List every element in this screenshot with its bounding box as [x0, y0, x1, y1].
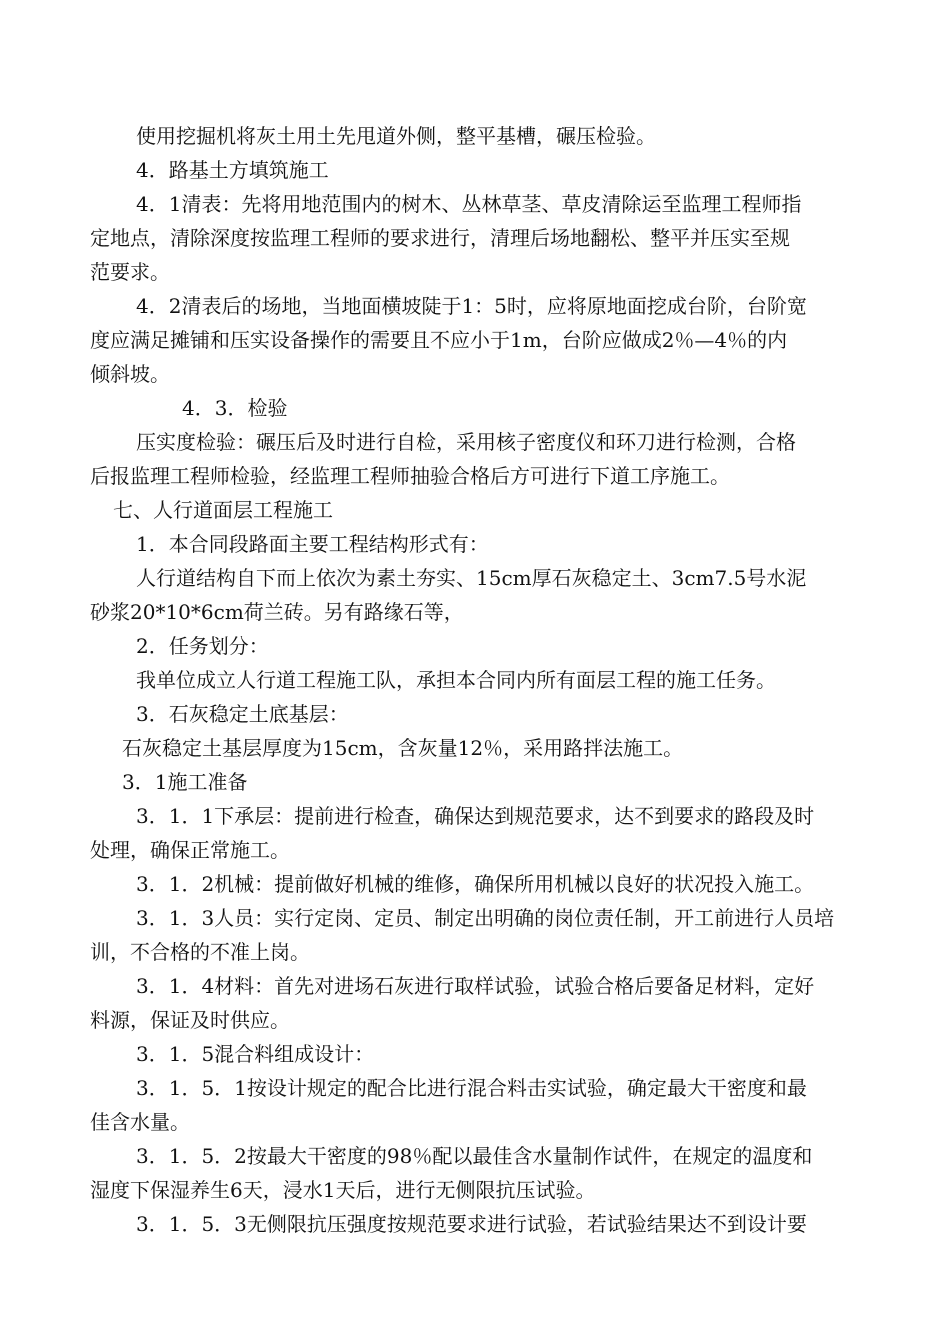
text-line: 度应满足摊铺和压实设备操作的需要且不应小于1m，台阶应做成2％—4％的内	[90, 328, 788, 352]
chapter-heading: 七、人行道面层工程施工	[113, 498, 333, 522]
text-line: 砂浆20*10*6cm荷兰砖。另有路缘石等，	[90, 600, 464, 624]
text-line: 范要求。	[90, 260, 170, 284]
text-line: 训，不合格的不准上岗。	[90, 940, 310, 964]
text-line: 定地点，清除深度按监理工程师的要求进行，清理后场地翻松、整平并压实至规	[90, 226, 790, 250]
text-line: 我单位成立人行道工程施工队，承担本合同内所有面层工程的施工任务。	[136, 668, 776, 692]
section-heading: 1．本合同段路面主要工程结构形式有：	[136, 532, 489, 556]
text-line: 3．1．2机械：提前做好机械的维修，确保所用机械以良好的状况投入施工。	[136, 872, 815, 896]
text-line: 佳含水量。	[90, 1110, 190, 1134]
text-line: 3．1．5．1按设计规定的配合比进行混合料击实试验，确定最大干密度和最	[136, 1076, 807, 1100]
section-heading: 3．1施工准备	[122, 770, 248, 794]
text-line: 4．1清表：先将用地范围内的树木、丛林草茎、草皮清除运至监理工程师指	[136, 192, 802, 216]
text-line: 3．1．3人员：实行定岗、定员、制定出明确的岗位责任制，开工前进行人员培	[136, 906, 835, 930]
text-line: 3．1．5．3无侧限抗压强度按规范要求进行试验，若试验结果达不到设计要	[136, 1212, 807, 1236]
text-line: 压实度检验：碾压后及时进行自检，采用核子密度仪和环刀进行检测，合格	[136, 430, 796, 454]
section-heading: 3．1．5混合料组成设计：	[136, 1042, 375, 1066]
section-heading: 4．路基土方填筑施工	[136, 158, 329, 182]
section-heading: 3．石灰稳定土底基层：	[136, 702, 349, 726]
text-line: 3．1．1下承层：提前进行检查，确保达到规范要求，达不到要求的路段及时	[136, 804, 815, 828]
text-line: 料源，保证及时供应。	[90, 1008, 290, 1032]
text-line: 倾斜坡。	[90, 362, 170, 386]
text-line: 人行道结构自下而上依次为素土夯实、15cm厚石灰稳定土、3cm7.5号水泥	[136, 566, 807, 590]
text-line: 处理，确保正常施工。	[90, 838, 290, 862]
section-heading: 4．3．检验	[182, 396, 288, 420]
text-line: 石灰稳定土基层厚度为15cm，含灰量12％，采用路拌法施工。	[122, 736, 684, 760]
text-line: 3．1．4材料：首先对进场石灰进行取样试验，试验合格后要备足材料，定好	[136, 974, 815, 998]
section-heading: 2．任务划分：	[136, 634, 269, 658]
text-line: 4．2清表后的场地，当地面横坡陡于1：5时，应将原地面挖成台阶，台阶宽	[136, 294, 807, 318]
text-line: 后报监理工程师检验，经监理工程师抽验合格后方可进行下道工序施工。	[90, 464, 730, 488]
text-line: 湿度下保湿养生6天，浸水1天后，进行无侧限抗压试验。	[90, 1178, 596, 1202]
text-line: 3．1．5．2按最大干密度的98％配以最佳含水量制作试件，在规定的温度和	[136, 1144, 813, 1168]
text-line: 使用挖掘机将灰土用土先甩道外侧，整平基槽，碾压检验。	[136, 124, 656, 148]
